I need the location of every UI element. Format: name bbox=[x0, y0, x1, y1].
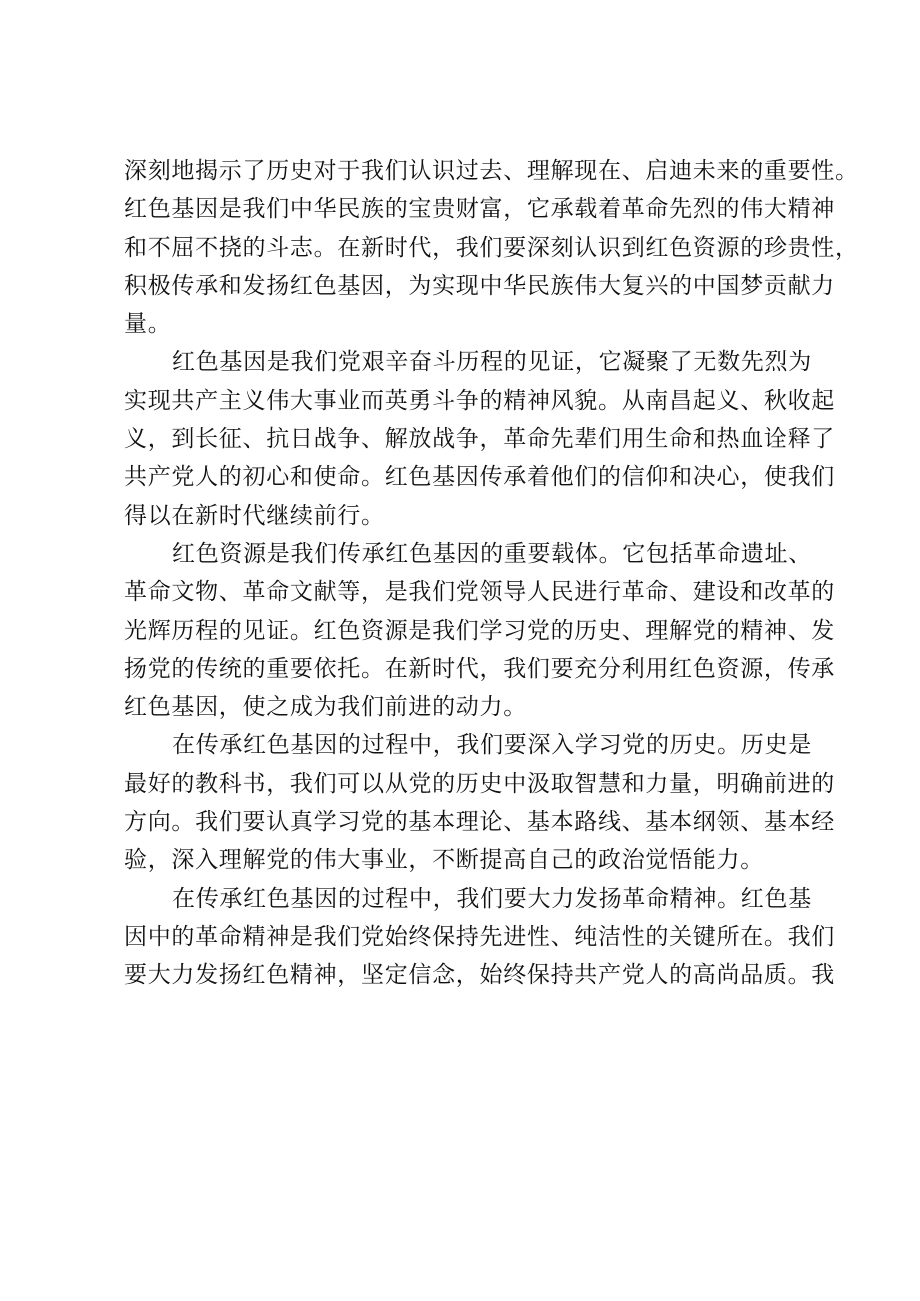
text-line: 和不屈不挠的斗志。在新时代，我们要深刻认识到红色资源的珍贵性， bbox=[124, 234, 859, 261]
body-text bbox=[124, 152, 859, 995]
text-line: 义，到长征、抗日战争、解放战争，革命先辈们用生命和热血诠释了 bbox=[124, 426, 835, 453]
text-line: 共产党人的初心和使命。红色基因传承着他们的信仰和决心，使我们 bbox=[124, 464, 835, 491]
paragraph-first-line: 红色资源是我们传承红色基因的重要载体。它包括革命遗址、 bbox=[172, 540, 812, 567]
text-line: 革命文物、革命文献等，是我们党领导人民进行革命、建设和改革的 bbox=[124, 579, 835, 606]
paragraph-first-line: 红色基因是我们党艰辛奋斗历程的见证，它凝聚了无数先烈为 bbox=[172, 349, 812, 376]
text-line: 量。 bbox=[124, 311, 172, 338]
text-line: 方向。我们要认真学习党的基本理论、基本路线、基本纲领、基本经 bbox=[124, 809, 835, 836]
text-line: 红色基因是我们中华民族的宝贵财富，它承载着革命先烈的伟大精神 bbox=[124, 196, 835, 223]
text-line: 最好的教科书，我们可以从党的历史中汲取智慧和力量，明确前进的 bbox=[124, 770, 835, 797]
paragraph-first-line: 在传承红色基因的过程中，我们要深入学习党的历史。历史是 bbox=[172, 732, 812, 759]
text-line: 光辉历程的见证。红色资源是我们学习党的历史、理解党的精神、发 bbox=[124, 617, 835, 644]
text-line: 要大力发扬红色精神，坚定信念，始终保持共产党人的高尚品质。我 bbox=[124, 962, 835, 989]
text-line: 积极传承和发扬红色基因，为实现中华民族伟大复兴的中国梦贡献力 bbox=[124, 272, 835, 299]
text-line: 深刻地揭示了历史对于我们认识过去、理解现在、启迪未来的重要性。 bbox=[124, 158, 859, 184]
text-line: 因中的革命精神是我们党始终保持先进性、纯洁性的关键所在。我们 bbox=[124, 923, 835, 950]
text-line: 得以在新时代继续前行。 bbox=[124, 502, 385, 529]
text-line: 实现共产主义伟大事业而英勇斗争的精神风貌。从南昌起义、秋收起 bbox=[124, 387, 835, 414]
text-line: 红色基因，使之成为我们前进的动力。 bbox=[124, 694, 527, 721]
text-line: 扬党的传统的重要依托。在新时代，我们要充分利用红色资源，传承 bbox=[124, 655, 835, 682]
paragraph-first-line: 在传承红色基因的过程中，我们要大力发扬革命精神。红色基 bbox=[172, 885, 812, 912]
text-line: 验，深入理解党的伟大事业，不断提高自己的政治觉悟能力。 bbox=[124, 847, 764, 874]
